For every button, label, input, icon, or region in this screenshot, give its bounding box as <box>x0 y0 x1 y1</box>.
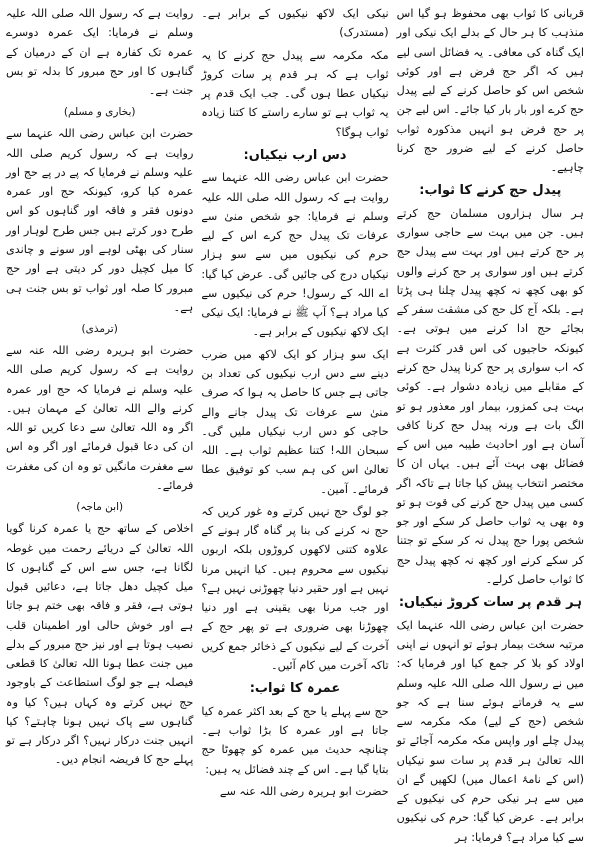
text-column-right <box>396 4 584 844</box>
paragraph: روایت ہے کہ رسول اللہ صلی اللہ علیہ وسلم نے فرمایا: ایک عمرہ دوسرے عمرہ تک کفارہ ہے ان کے درمیان کے گناہوں کا اور حج مبرور کا بدلہ تو بس جنت ہے۔ <box>6 7 194 98</box>
paragraph: قربانی کا ثواب بھی محفوظ ہو گیا اس منذہب کا ہر حال کے بدلے ایک نیکی اور ایک گناہ کی معافی۔ یہ فضائل اسی لیے ہیں کہ اگر حج فرض ہے اور کوئی شخص اس کو حاصل کرنے کے لیے پیدل حج کرے اور بار بار کیا جائے۔ اس لیے جن پر حج فرض ہو انہیں مذکورہ ثواب حاصل کرنے کے لیے ضرور حج کرنا چاہیے۔ <box>396 7 584 175</box>
text-column-left <box>6 4 193 808</box>
paragraph: ہر سال ہزاروں مسلمان حج کرتے ہیں۔ جن میں بہت سے حاجی سواری پر حج کرتے ہیں اور بہت سے پیدل حج کرتے ہیں اور سواری پر حج کرنے والوں کو بھی کچھ نہ کچھ پیدل چلنا ہی پڑتا ہے۔ بلکہ آج کل حج کی مشقت سفر کے بجائے حج ادا کرنے میں ہوتی ہے۔ کیونکہ حاجیوں کی اس قدر کثرت ہے کہ اب سواری پر حج کرنا پیدل حج کرنے کے مقابلے میں زیادہ دشوار ہے۔ کوئی بہت ہی کمزور، بیمار اور معذور ہو تو الگ بات ہے ورنہ پیدل حج کرنا کافی آسان ہے اور احادیث طیبہ میں اس کے فضائل بھی بہت آئے ہیں۔ یہاں ان کا مختصر انتخاب پیش کیا جاتا ہے تاکہ اگر کسی میں پیدل حج کرنے کی قوت ہو تو وہ بھی یہ ثواب حاصل کر سکے اور جو شخص پورا حج پیدل نہ کر سکے تو جتنا کر سکے کرنے اور کچھ نہ کچھ پیدل حج کا ثواب حاصل کرلے۔ <box>396 206 584 586</box>
citation: (ابن ماجہ) <box>76 501 124 514</box>
section-heading: عمرہ کا ثواب: <box>249 681 341 697</box>
paragraph: جو لوگ حج نہیں کرتے وہ غور کریں کہ حج نہ کرنے کی بنا پر گناہ گار ہونے کے علاوہ کتنی لاکھوں کروڑوں بلکہ اربوں نیکیوں سے محروم ہیں۔ کیا انہیں مرنا نہیں ہے اور حقیر دنیا چھوڑنی نہیں ہے؟ اور جب مرنا بھی یقینی ہے اور دنیا چھوڑنا بھی ضروری ہے تو پھر حج کے آخرت کے لیے نیکیوں کے ذخائر جمع کریں تاکہ آخرت میں کام آئیں۔ <box>201 504 389 672</box>
paragraph: حضرت ابو ہریرہ رضی اللہ عنہ سے روایت ہے کہ رسول کریم صلی اللہ علیہ وسلم نے فرمایا کہ حج اور عمرہ کرنے والے اللہ تعالیٰ کے مہمان ہیں۔ اگر وہ اللہ تعالیٰ سے دعا کریں تو اللہ ان کی دعا قبول فرمائے اور اگر وہ اس سے مغفرت مانگیں تو وہ ان کی مغفرت فرمائے۔ <box>6 344 194 492</box>
paragraph: حضرت ابن عباس رضی اللہ عنہما سے روایت ہے کہ رسول اللہ صلی اللہ علیہ وسلم نے فرمایا: جو شخص منیٰ سے عرفات تک پیدل حج کرے اس کے لیے حرم کی نیکیوں میں سے سو ہزار نیکیاں درج کی جائیں گی۔ عرض کیا گیا: اے اللہ کے رسول! حرم کی نیکیوں سے کیا مراد ہے؟ آپ ﷺ نے فرمایا: ایک نیکی ایک لاکھ نیکیوں کے برابر ہے۔ <box>201 171 389 339</box>
paragraph: نیکی ایک لاکھ نیکیوں کے برابر ہے۔ (مستدرک) <box>201 7 389 40</box>
paragraph: ایک سو ہزار کو ایک لاکھ میں ضرب دینے سے دس ارب نیکیوں کی تعداد بن جاتی ہے جس کا حاصل یہ ہوا کہ صرف منیٰ سے عرفات تک پیدل جانے والے حاجی کو دس ارب نیکیاں ملیں گی۔ سبحان اللہ! کتنا عظیم ثواب ہے۔ اللہ تعالیٰ اس کی ہم سب کو توفیق عطا فرمائے۔ آمین۔ <box>201 347 389 496</box>
section-heading: دس ارب نیکیاں: <box>243 147 347 163</box>
citation: (بخاری و مسلم) <box>63 106 136 119</box>
text-column-middle <box>201 4 388 808</box>
section-heading: ہر قدم پر سات کروڑ نیکیاں: <box>398 595 582 611</box>
paragraph: حضرت ابن عباس رضی اللہ عنہما ایک مرتبہ سخت بیمار ہوئے تو انہوں نے اپنی اولاد کو بلا کر جمع کیا اور فرمایا کہ: میں نے رسول اللہ صلی اللہ علیہ وسلم سے یہ فرماتے ہوئے سنا ہے کہ جو شخص (حج کے لیے) مکہ مکرمہ سے پیدل چلے اور واپس مکہ مکرمہ آجائے تو اللہ تعالیٰ ہر قدم پر سات سو نیکیاں (اس کے نامۂ اعمال میں) لکھیں گے ان میں سے ہر نیکی حرم کی نیکیوں کے برابر ہے۔ عرض کیا گیا: حرم کی نیکیوں سے کیا مراد ہے؟ فرمایا: ہر <box>396 618 584 844</box>
paragraph: اخلاص کے ساتھ حج یا عمرہ کرنا گویا اللہ تعالیٰ کے دریائے رحمت میں غوطہ لگانا ہے، جس سے اس کے گناہوں کا میل کچیل دھل جاتا ہے، دعائیں قبول ہوتی ہے، فقر و فاقہ بھی ختم ہو جاتا ہے اور خوش حالی اور اطمینان قلب نصیب ہوتا ہے اور نیز حج مبرور کے بدلے میں جنت عطا ہونا اللہ تعالیٰ کا قطعی فیصلہ ہے جو لوگ استطاعت کے باوجود حج نہیں کرتے وہ کہاں ہیں؟ کیا وہ گناہوں سے پاک نہیں ہونا چاہتے؟ کیا انہیں جنت درکار نہیں؟ اگر درکار ہے تو پہلے حج کا فریضہ انجام دیں۔ <box>6 522 194 767</box>
citation: (ترمذی) <box>81 323 118 336</box>
paragraph: حضرت ابو ہریرہ رضی اللہ عنہ سے <box>219 784 389 798</box>
paragraph: حضرت ابن عباس رضی اللہ عنہما سے روایت ہے کہ رسول کریم صلی اللہ علیہ وسلم نے فرمایا کہ پے در پے حج اور عمرہ کیا کرو، کیونکہ حج اور عمرہ دونوں فقر و فاقہ اور گناہوں کو اس طرح دور کرتے ہیں جس طرح لوہار اور سنار کی بھٹی لوہے اور سونے و چاندی کا میل کچیل دور کر دیتی ہے اور حج مبرور کا صلہ اور ثواب تو بس جنت ہی ہے۔ <box>6 127 194 314</box>
section-heading: پیدل حج کرنے کا ثواب: <box>419 183 562 199</box>
paragraph: حج سے پہلے یا حج کے بعد اکثر عمرہ کیا جاتا ہے اور عمرہ کا بڑا ثواب ہے۔ چنانچہ حدیث میں عمرہ کو چھوٹا حج بتایا گیا ہے۔ اس کے چند فضائل یہ ہیں: <box>201 704 389 776</box>
paragraph: مکہ مکرمہ سے پیدل حج کرنے کا یہ ثواب ہے کہ ہر قدم پر سات کروڑ نیکیاں عطا ہوں گی۔ جب ایک قدم پر یہ ثواب ہے تو سارے راستے کا کتنا زیادہ ثواب ہوگا؟ <box>201 48 389 139</box>
